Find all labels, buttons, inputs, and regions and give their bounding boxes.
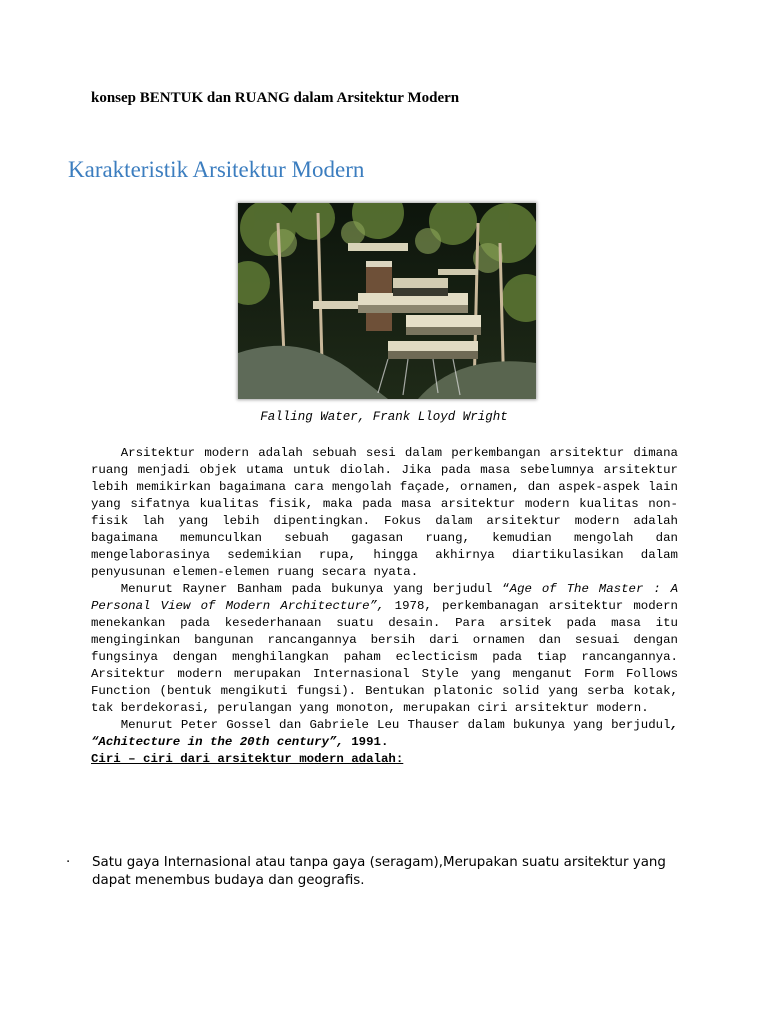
paragraph-2 bbox=[91, 581, 678, 717]
falling-water-photo bbox=[238, 203, 536, 399]
paragraph-2-rest: 1978, perkembanagan arsitektur modern menekankan pada kesederhanaan suatu desain. Para arsitek pada masa itu menginginkan bangunan rancangannya bersih dari ornamen dan sesuai dengan fungsinya dengan menghilangkan paham eclecticism pada tiap rancangannya. Arsitektur modern merupakan Internasional Style yang menganut Form Follows Function (bentuk mengikuti fungsi). Bentukan platonic solid yang serba kotak, tak berdekorasi, perulangan yang monoton, merupakan ciri arsitektur modern. bbox=[91, 599, 678, 715]
image-caption: Falling Water, Frank Lloyd Wright bbox=[260, 410, 508, 424]
list-item-text: Satu gaya Internasional atau tanpa gaya (seragam),Merupakan suatu arsitektur yang dapat menembus budaya dan geografis. bbox=[92, 855, 666, 888]
ciri-heading-line bbox=[91, 751, 678, 768]
body-text bbox=[91, 445, 678, 768]
paragraph-1: Arsitektur modern adalah sebuah sesi dalam perkembangan arsitektur dimana ruang menjadi objek utama untuk diolah. Jika pada masa sebelumnya arsitektur lebih memikirkan bagaimana cara mengolah façade, ornamen, dan aspek-aspek lain yang sifatnya kualitas fisik, maka pada masa arsitektur modern kualitas non-fisik lah yang lebih dipentingkan. Fokus dalam arsitektur modern adalah bagaimana memunculkan sebuah gagasan ruang, kemudian mengolah dan mengelaborasinya sedemikian rupa, hingga akhirnya diartikulasikan dalam penyusunan elemen-elemen ruang secara nyata. bbox=[91, 446, 678, 579]
book-title-banham: Age of The Master : A Personal View of Modern Architecture”, bbox=[91, 582, 679, 613]
bullet-dot-icon: · bbox=[66, 855, 71, 870]
document-title: konsep BENTUK dan RUANG dalam Arsitektur Modern bbox=[91, 90, 460, 106]
section-heading: Karakteristik Arsitektur Modern bbox=[68, 157, 365, 182]
paragraph-2-prefix: Menurut Rayner Banham pada bukunya yang berjudul “ bbox=[120, 582, 510, 596]
list-item bbox=[66, 854, 680, 890]
book-title-gossel: , “Achitecture in the 20th century”, bbox=[91, 718, 678, 749]
paragraph-3 bbox=[91, 717, 678, 751]
paragraph-3-prefix: Menurut Peter Gossel dan Gabriele Leu Thauser dalam bukunya yang berjudul bbox=[120, 718, 671, 732]
ciri-list bbox=[66, 854, 680, 890]
ciri-heading: Ciri – ciri dari arsitektur modern adalah: bbox=[91, 752, 404, 766]
book-year-gossel: 1991. bbox=[343, 735, 389, 749]
